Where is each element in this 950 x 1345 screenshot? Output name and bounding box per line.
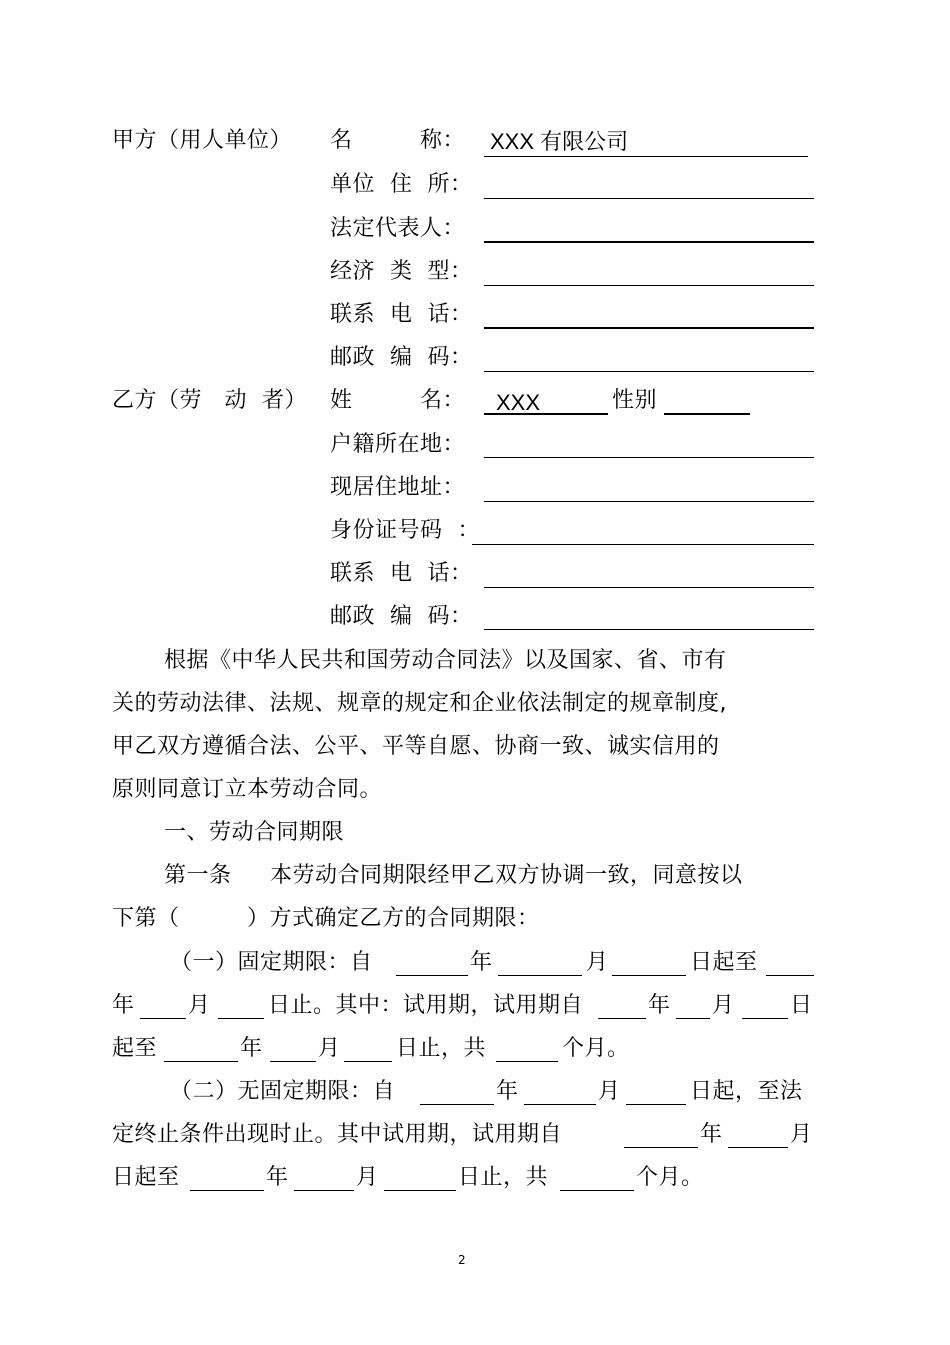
party-b-name-label: 姓 名： <box>330 388 466 413</box>
article-1-line-1: 本劳动合同期限经甲乙双方协调一致，同意按以 <box>270 863 743 888</box>
fixed-term-end-day-line <box>218 1018 264 1019</box>
party-b-name-line <box>484 413 608 415</box>
fixed-term-end-month-line <box>140 1018 186 1019</box>
open-term-l3-month: 月 <box>356 1165 379 1190</box>
article-1-line-2: 下第（ ）方式确定乙方的合同期限： <box>112 906 540 931</box>
fixed-term-l2-year: 年 <box>112 993 135 1018</box>
open-term-l3-start: 日起至 <box>112 1165 180 1190</box>
party-b-phone-line <box>484 587 814 588</box>
preamble-line-1: 根据《中华人民共和国劳动合同法》以及国家、省、市有 <box>164 648 727 673</box>
open-term-l2-year: 年 <box>700 1122 723 1147</box>
fixed-term-probation-month-line <box>676 1018 710 1019</box>
party-b-postcode-label: 邮政 编 码： <box>330 604 473 629</box>
open-term-l3-months: 个月。 <box>636 1165 704 1190</box>
party-a-phone-line <box>484 327 814 329</box>
open-term-l1-month: 月 <box>598 1079 621 1104</box>
open-term-probation-end-year-line <box>190 1190 264 1191</box>
page-number: 2 <box>458 1253 466 1267</box>
fixed-term-label: （一）固定期限：自 <box>170 950 373 975</box>
open-term-start-month-line <box>524 1104 596 1105</box>
open-term-probation-end-month-line <box>294 1190 354 1191</box>
party-a-heading: 甲方（用人单位） <box>112 128 293 153</box>
party-b-gender-label: 性别 <box>612 388 658 413</box>
fixed-term-l3-start: 起至 <box>112 1036 158 1061</box>
party-b-id-line <box>472 544 814 545</box>
fixed-term-l2-month: 月 <box>188 993 211 1018</box>
open-term-l3-year: 年 <box>266 1165 289 1190</box>
party-a-phone-label: 联系 电 话： <box>330 302 473 327</box>
fixed-term-l2-month-2: 月 <box>712 993 735 1018</box>
article-1-label: 第一条 <box>164 863 232 888</box>
fixed-term-start-month-line <box>498 975 582 976</box>
party-b-heading: 乙方（劳 动 者） <box>112 388 307 413</box>
fixed-term-l2-year-2: 年 <box>648 993 671 1018</box>
fixed-term-start-year-line <box>396 975 468 976</box>
fixed-term-l3-month: 月 <box>318 1036 341 1061</box>
open-term-start-year-line <box>420 1104 494 1105</box>
party-b-current-address-line <box>484 501 814 502</box>
fixed-term-probation-year-line <box>598 1018 646 1019</box>
fixed-term-end-year-line-1 <box>766 975 814 976</box>
preamble-line-2: 关的劳动法律、法规、规章的规定和企业依法制定的规章制度, <box>112 691 727 716</box>
open-term-l3-total: 日止，共 <box>458 1165 549 1190</box>
party-b-current-address-label: 现居住地址： <box>330 475 466 500</box>
section-1-title: 一、劳动合同期限 <box>164 820 345 845</box>
open-term-l2: 定终止条件出现时止。其中试用期，试用期自 <box>112 1122 563 1147</box>
open-term-months-line <box>560 1190 634 1191</box>
party-b-household-line <box>484 457 814 458</box>
fixed-term-probation-day-line <box>742 1018 788 1019</box>
open-term-probation-year-line <box>624 1147 698 1148</box>
fixed-term-until-text: 日起至 <box>690 950 758 975</box>
party-b-gender-line <box>664 413 750 415</box>
party-a-legal-rep-label: 法定代表人： <box>330 216 466 241</box>
open-term-l1-until: 日起，至法 <box>690 1079 803 1104</box>
open-term-probation-month-line <box>728 1147 788 1148</box>
party-b-name-value: XXX <box>496 390 541 415</box>
party-a-econ-type-label: 经济 类 型： <box>330 259 473 284</box>
open-term-l2-month: 月 <box>790 1122 813 1147</box>
preamble-line-4: 原则同意订立本劳动合同。 <box>112 777 383 802</box>
party-b-household-label: 户籍所在地： <box>330 432 466 457</box>
fixed-term-year-text: 年 <box>470 950 493 975</box>
party-a-name-value: XXX 有限公司 <box>490 129 629 154</box>
party-a-address-label: 单位 住 所： <box>330 172 473 197</box>
fixed-term-l3-year: 年 <box>240 1036 263 1061</box>
party-a-address-line <box>484 198 814 199</box>
open-term-probation-end-day-line <box>384 1190 456 1191</box>
fixed-term-l2-probation: 日止。其中：试用期，试用期自 <box>268 993 584 1018</box>
open-term-l1-year: 年 <box>496 1079 519 1104</box>
party-a-legal-rep-line <box>484 241 814 243</box>
party-a-postcode-label: 邮政 编 码： <box>330 345 473 370</box>
fixed-term-start-day-line <box>612 975 686 976</box>
party-b-id-label: 身份证号码 ： <box>330 518 480 543</box>
fixed-term-probation-end-month-line <box>270 1061 316 1062</box>
preamble-line-3: 甲乙双方遵循合法、公平、平等自愿、协商一致、诚实信用的 <box>112 734 720 759</box>
fixed-term-l3-total: 日止，共 <box>396 1036 487 1061</box>
party-a-econ-type-line <box>484 285 814 286</box>
party-a-name-line <box>484 156 808 157</box>
party-b-postcode-line <box>484 629 814 630</box>
fixed-term-probation-end-year-line <box>164 1061 238 1062</box>
open-term-start-day-line <box>626 1104 686 1105</box>
party-a-postcode-line <box>484 371 814 372</box>
party-b-phone-label: 联系 电 话： <box>330 561 473 586</box>
fixed-term-month-text: 月 <box>586 950 609 975</box>
fixed-term-probation-end-day-line <box>344 1061 392 1062</box>
fixed-term-months-line <box>496 1061 558 1062</box>
fixed-term-l2-day: 日 <box>790 993 813 1018</box>
party-a-name-label: 名 称： <box>330 128 466 153</box>
fixed-term-l3-months: 个月。 <box>562 1036 630 1061</box>
open-term-label: （二）无固定期限：自 <box>170 1079 396 1104</box>
